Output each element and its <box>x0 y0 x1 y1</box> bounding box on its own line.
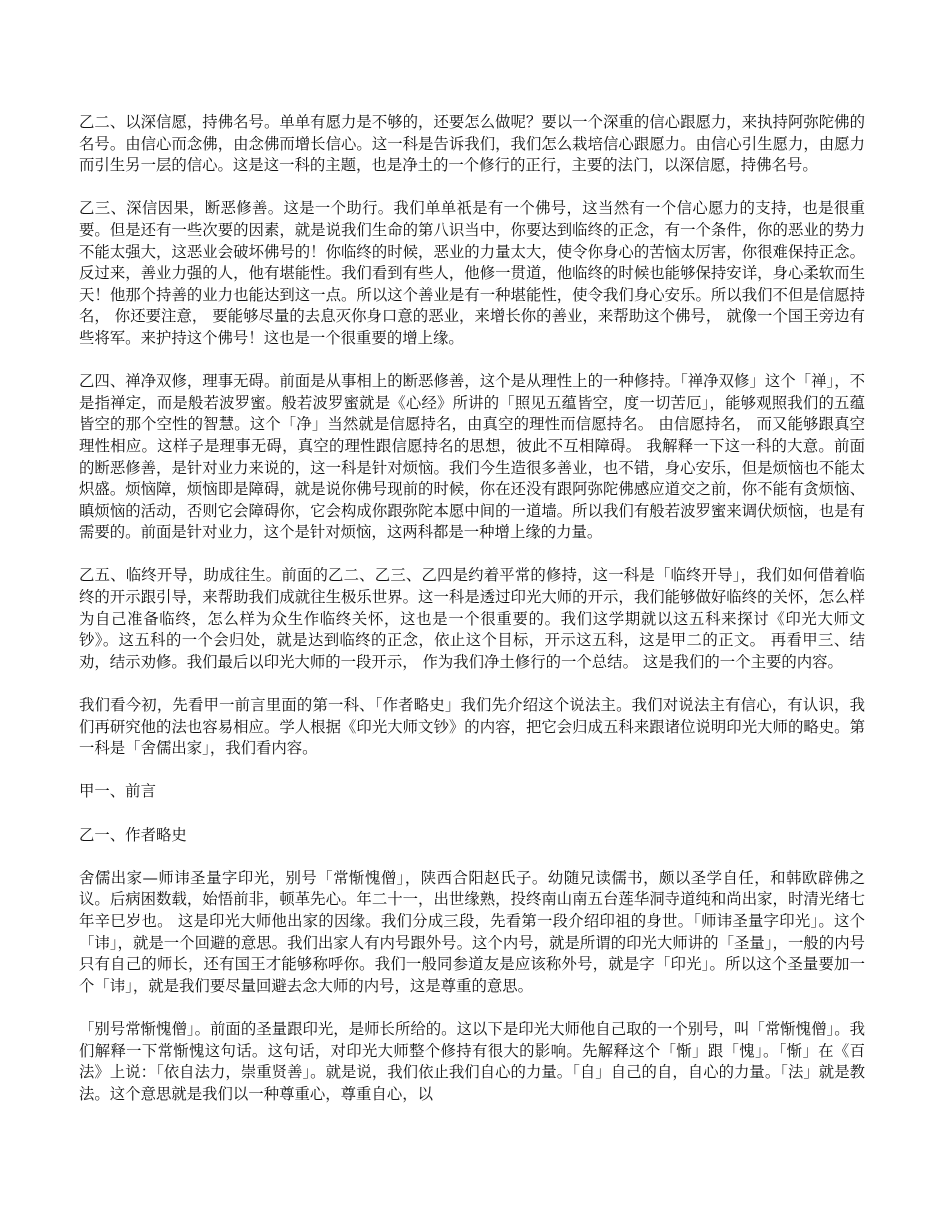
section-heading-preface: 甲一、前言 <box>79 782 156 801</box>
paragraph-yi-er: 乙二、以深信愿，持佛名号。单单有愿力是不够的，还要怎么做呢？要以一个深重的信心跟愿力，来执持阿弥陀佛的名号。由信心而念佛，由念佛而增长信心。这一科是告诉我们，我们怎么栽培信心跟愿力。由信心引生愿力，由愿力而引生另一层的信心。这是这一科的主题，也是净土的一个修行的正行，主要的法门，以深信愿，持佛名号。 <box>79 113 865 175</box>
document-page <box>79 112 865 1127</box>
paragraph-intro: 我们看今初，先看甲一前言里面的第一科、「作者略史」我们先介绍这个说法主。我们对说法主有信心，有认识，我们再研究他的法也容易相应。学人根据《印光大师文钞》的内容，把它会归成五科来跟诸位说明印光大师的略史。第一科是「舍儒出家」，我们看内容。 <box>79 696 865 758</box>
paragraph-ordination: 舍儒出家—师讳圣量字印光，别号「常惭愧僧」，陕西合阳赵氏子。幼随兄读儒书，颇以圣学自任，和韩欧辟佛之议。后病困数载，始悟前非，顿革先心。年二十一，出世缘熟，投终南山南五台莲华洞寺道纯和尚出家，时清光绪七年辛巳岁也。 这是印光大师他出家的因缘。我们分成三段，先看第一段介绍印祖的身世。「师讳圣量字印光」。这个「讳」，就是一个回避的意思。我们出家人有内号跟外号。这个内号，就是所谓的印光大师讲的「圣量」，一般的内号只有自己的师长，还有国王才能够称呼你。我们一般同参道友是应该称外号，就是字「印光」。所以这个圣量要加一个「讳」，就是我们要尽量回避去念大师的内号，这是尊重的意思。 <box>79 868 865 995</box>
paragraph-yi-si: 乙四、禅净双修，理事无碍。前面是从事相上的断恶修善，这个是从理性上的一种修持。「禅净双修」这个「禅」，不是指禅定，而是般若波罗蜜。般若波罗蜜就是《心经》所讲的「照见五蕴皆空，度一切苦厄」，能够观照我们的五蕴皆空的那个空性的智慧。这个「净」当然就是信愿持名，由真空的理性而信愿持名。 由信愿持名， 而又能够跟真空理性相应。这样子是理事无碍，真空的理性跟信愿持名的思想，彼此不互相障碍。 我解释一下这一科的大意。前面的断恶修善，是针对业力来说的，这一科是针对烦恼。我们今生造很多善业，也不错，身心安乐，但是烦恼也不能太炽盛。烦恼障，烦恼即是障碍，就是说你佛号现前的时候，你在还没有跟阿弥陀佛感应道交之前，你不能有贪烦恼、瞋烦恼的活动，否则它会障碍你，它会构成你跟弥陀本愿中间的一道墙。所以我们有般若波罗蜜来调伏烦恼，也是有需要的。前面是针对业力，这个是针对烦恼，这两科都是一种增上缘的力量。 <box>79 372 865 542</box>
section-heading-author-bio: 乙一、作者略史 <box>79 825 187 844</box>
paragraph-yi-wu: 乙五、临终开导，助成往生。前面的乙二、乙三、乙四是约着平常的修持，这一科是「临终开导」，我们如何借着临终的开示跟引导，来帮助我们成就往生极乐世界。这一科是透过印光大师的开示，我们能够做好临终的关怀，怎么样为自己准备临终，怎么样为众生作临终关怀，这也是一个很重要的。我们这学期就以这五科来探讨《印光大师文钞》。这五科的一个会归处，就是达到临终的正念，依止这个目标，开示这五科，这是甲二的正文。 再看甲三、结劝，结示劝修。我们最后以印光大师的一段开示， 作为我们净土修行的一个总结。 这是我们的一个主要的内容。 <box>79 566 865 671</box>
paragraph-alias: 「别号常惭愧僧」。前面的圣量跟印光，是师长所给的。这以下是印光大师他自己取的一个别号，叫「常惭愧僧」。我们解释一下常惭愧这句话。这句话，对印光大师整个修持有很大的影响。先解释这个「惭」跟「愧」。「惭」在《百法》上说：「依自法力，崇重贤善」。就是说，我们依止我们自心的力量。「自」自己的自，自心的力量。「法」就是教法。这个意思就是我们以一种尊重心，尊重自心，以 <box>79 1019 865 1103</box>
paragraph-yi-san: 乙三、深信因果，断恶修善。这是一个助行。我们单单祇是有一个佛号，这当然有一个信心愿力的支持，也是很重要。但是还有一些次要的因素，就是说我们生命的第八识当中，你要达到临终的正念，有一个条件，你的恶业的势力不能太强大，这恶业会破坏佛号的！你临终的时候，恶业的力量太大，使令你身心的苦恼太厉害，你很难保持正念。反过来，善业力强的人，他有堪能性。我们看到有些人，他修一贯道，他临终的时候也能够保持安详，身心柔软而生天！他那个持善的业力也能达到这一点。所以这个善业是有一种堪能性，使令我们身心安乐。所以我们不但是信愿持名， 你还要注意， 要能够尽量的去息灭你身口意的恶业，来增长你的善业，来帮助这个佛号， 就像一个国王旁边有些将军。来护持这个佛号！这也是一个很重要的增上缘。 <box>79 199 865 347</box>
